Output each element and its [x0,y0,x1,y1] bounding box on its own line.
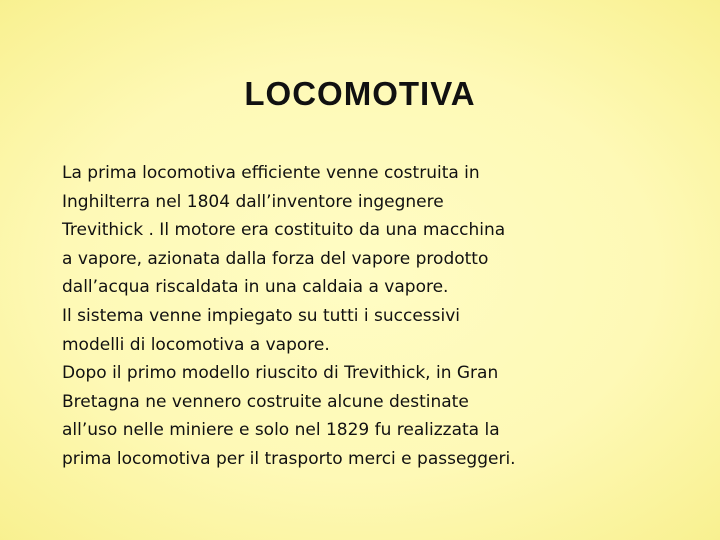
body-line: Il sistema venne impiegato su tutti i successivi [62,305,461,326]
body-line: prima locomotiva per il trasporto merci e passeggeri. [62,448,516,469]
slide-body-text [62,159,622,474]
body-line: Bretagna ne vennero costruite alcune destinate [62,391,469,412]
body-line: Inghilterra nel 1804 dall’inventore ingegnere [62,191,444,212]
body-line: a vapore, azionata dalla forza del vapore prodotto [62,248,489,269]
body-line: all’uso nelle miniere e solo nel 1829 fu realizzata la [62,420,500,441]
body-line: La prima locomotiva efficiente venne costruita in [62,163,480,183]
body-line: dall’acqua riscaldata in una caldaia a vapore. [62,277,449,298]
body-line: Trevithick . Il motore era costituito da una macchina [62,220,506,241]
slide-title: LOCOMOTIVA [244,75,476,112]
body-line: Dopo il primo modello riuscito di Trevithick, in Gran [62,363,499,384]
body-line: modelli di locomotiva a vapore. [62,334,330,355]
